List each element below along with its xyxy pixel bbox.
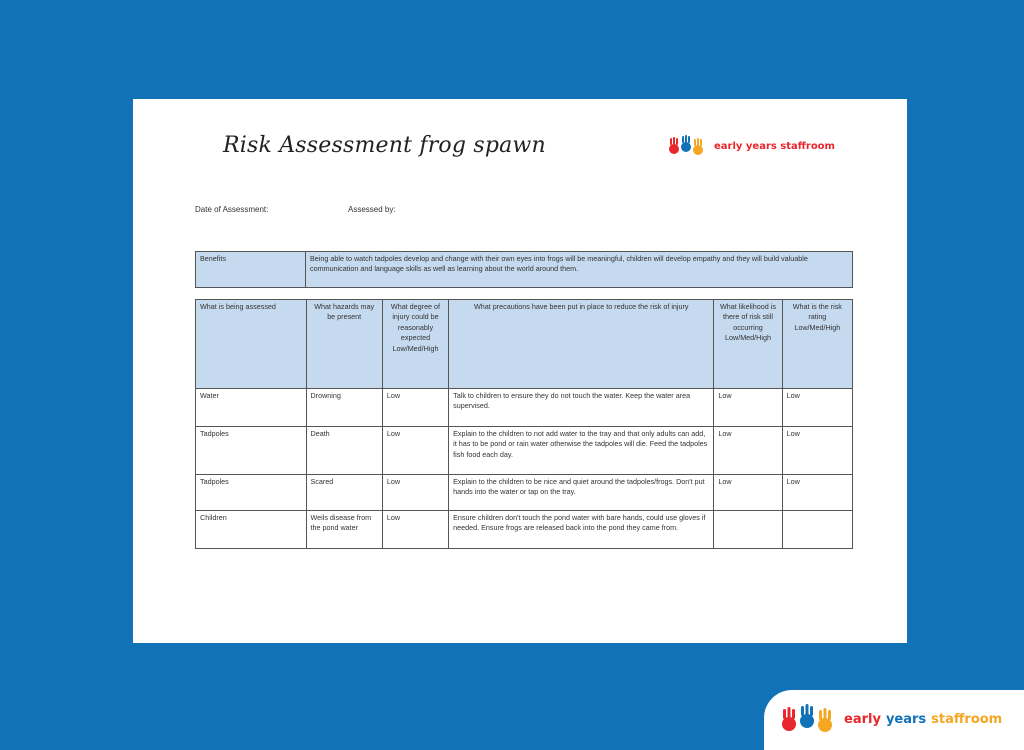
benefits-table [195, 251, 853, 288]
table-cell: Death [306, 427, 382, 475]
hands-logo-icon [666, 135, 708, 157]
table-cell: Explain to the children to not add water to the tray and that only adults can add, it has to be pond or rain water otherwise the tadpoles will die. Feed the tadpoles fish food each day. [449, 427, 714, 475]
table-row [196, 389, 853, 427]
table-cell: Low [782, 475, 852, 511]
document-page [133, 99, 907, 643]
column-header: What degree of injury could be reasonably expected Low/Med/High [382, 300, 448, 389]
column-header: What likelihood is there of risk still occurring Low/Med/High [714, 300, 782, 389]
table-cell: Explain to the children to be nice and quiet around the tadpoles/frogs. Don't put hands into the water or tap on the tray. [449, 475, 714, 511]
table-cell: Low [382, 389, 448, 427]
corner-brand-badge [764, 690, 1024, 750]
risk-assessment-table [195, 299, 853, 549]
hands-logo-icon [778, 704, 838, 734]
table-row [196, 427, 853, 475]
table-cell: Weils disease from the pond water [306, 511, 382, 549]
date-of-assessment-label: Date of Assessment: [195, 205, 269, 214]
table-cell [782, 511, 852, 549]
column-header: What is being assessed [196, 300, 307, 389]
table-cell: Ensure children don't touch the pond water with bare hands, could use gloves if needed. Ensure frogs are released back into the pond they came from. [449, 511, 714, 549]
table-cell: Low [782, 427, 852, 475]
column-header: What hazards may be present [306, 300, 382, 389]
brand-word-years: years [885, 711, 927, 727]
corner-brand-logo [778, 704, 1002, 734]
table-cell: Low [382, 511, 448, 549]
column-header: What precautions have been put in place to reduce the risk of injury [449, 300, 714, 389]
document-brand-logo [666, 135, 835, 157]
table-cell: Drowning [306, 389, 382, 427]
table-cell: Low [714, 389, 782, 427]
benefits-label: Benefits [196, 252, 306, 288]
table-cell: Tadpoles [196, 427, 307, 475]
document-title: Risk Assessment frog spawn [223, 133, 546, 158]
column-header: What is the risk rating Low/Med/High [782, 300, 852, 389]
brand-word-early: early [844, 711, 881, 727]
table-cell [714, 511, 782, 549]
table-row [196, 475, 853, 511]
table-cell: Tadpoles [196, 475, 307, 511]
assessed-by-label: Assessed by: [348, 205, 396, 214]
table-cell: Low [382, 427, 448, 475]
table-cell: Children [196, 511, 307, 549]
table-cell: Talk to children to ensure they do not touch the water. Keep the water area supervised. [449, 389, 714, 427]
table-header-row [196, 300, 853, 389]
table-cell: Low [782, 389, 852, 427]
benefits-text: Being able to watch tadpoles develop and change with their own eyes into frogs will be meaningful, children will develop empathy and they will build valuable communication and language skills as well as learning about the world around them. [306, 252, 853, 288]
table-cell: Water [196, 389, 307, 427]
table-cell: Scared [306, 475, 382, 511]
table-cell: Low [714, 427, 782, 475]
table-cell: Low [382, 475, 448, 511]
table-row [196, 511, 853, 549]
document-brand-text: early years staffroom [714, 140, 835, 152]
table-cell: Low [714, 475, 782, 511]
brand-word-staffroom: staffroom [931, 711, 1003, 727]
